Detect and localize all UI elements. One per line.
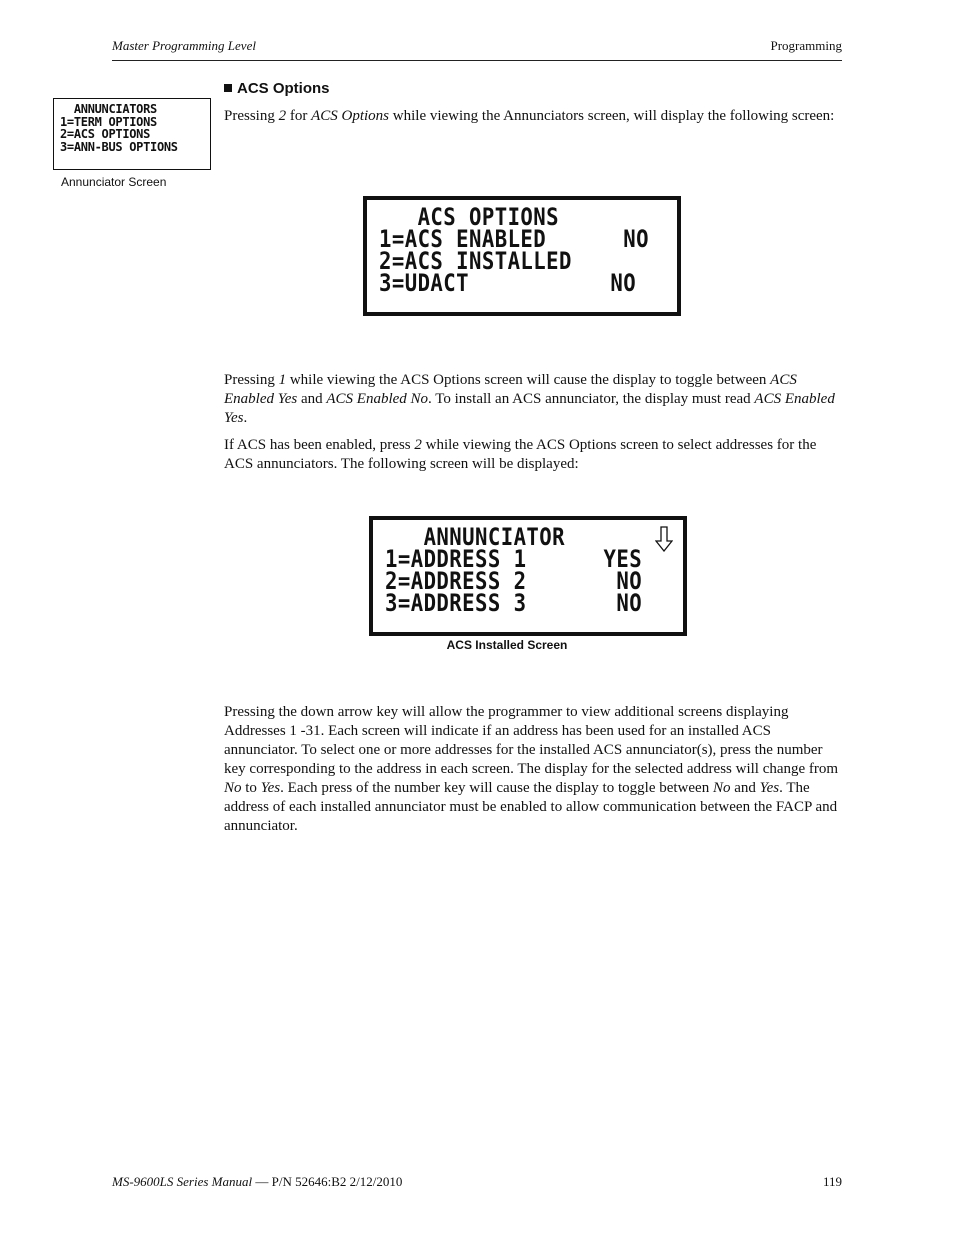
section-heading-text: ACS Options [237,80,330,97]
lcd-line: 1=TERM OPTIONS [60,114,157,129]
page-header [112,38,842,61]
footer-manual-info [112,1174,402,1190]
text-run-italic: Yes [260,780,281,796]
text-run: while viewing the ACS Options screen will cause the display to toggle between [286,372,771,388]
section-heading [224,80,330,97]
lcd-line: ACS OPTIONS [379,203,559,231]
text-run-italic: ACS Enabled Yes [224,372,797,407]
text-run-italic: No [224,780,242,796]
text-run: Pressing [224,108,279,124]
lcd-line: 1=ADDRESS 1 YES [385,545,643,573]
text-run: . The address of each installed annunciator must be enabled to allow communication between the FACP and annunciator. [224,780,838,834]
text-run-italic: ACS Enabled Yes [224,391,835,426]
acs-installed-screen-display [369,516,687,636]
footer-part-number: — P/N 52646:B2 2/12/2010 [252,1174,403,1189]
square-bullet-icon [224,84,232,92]
text-run-italic: Yes [759,780,780,796]
text-run: for [286,108,312,124]
text-run-italic: 1 [278,372,287,388]
lcd-line: ANNUNCIATORS [60,102,157,116]
text-run: to [241,780,261,796]
annunciator-screen-caption: Annunciator Screen [61,175,167,189]
header-section-title: Master Programming Level [112,38,256,53]
acs-options-screen-display [363,196,681,316]
text-run-italic: 2 [414,437,422,453]
text-run-italic: ACS Options [311,108,390,124]
text-run: If ACS has been enabled, press [224,437,415,453]
text-run: Pressing [224,372,279,388]
lcd-line: 3=UDACT NO [379,269,637,297]
lcd-line: 3=ANN-BUS OPTIONS [60,139,178,154]
lcd-line: 2=ADDRESS 2 NO [385,567,643,595]
text-run-italic: 2 [278,108,287,124]
paragraph [224,107,842,126]
text-run: while viewing the ACS Options screen to select addresses for the ACS annunciators. The following screen will be displayed: [224,437,817,472]
text-run-italic: ACS Enabled No [326,391,429,407]
lcd-line: 2=ACS INSTALLED [379,247,572,275]
paragraph [224,436,842,474]
lcd-line: 2=ACS OPTIONS [60,127,151,141]
text-run: . To install an ACS annunciator, the display must read [428,391,755,407]
lcd-line: ANNUNCIATOR [385,523,565,551]
header-chapter: Programming [770,38,842,53]
footer-manual-title: MS-9600LS Series Manual [112,1174,253,1189]
text-run: and [730,780,760,796]
acs-installed-screen-caption: ACS Installed Screen [446,638,568,652]
text-run: and [297,391,327,407]
text-run: . Each press of the number key will cause the display to toggle between [280,780,713,796]
text-run: . [243,410,248,426]
paragraph [224,371,842,428]
page-number: 119 [822,1174,842,1189]
down-arrow-icon [655,526,673,552]
text-run: Pressing the down arrow key will allow the programmer to view additional screens displaying Addresses 1 -31. Each screen will indicate if an address has been used for an installed ACS annunciator. To select one or more addresses for the installed ACS annunciator(s), press the number key corresponding to the address in each screen. The display for the selected address will change from [224,704,839,777]
paragraph [224,703,842,836]
lcd-line: 3=ADDRESS 3 NO [385,589,643,617]
text-run-italic: No [712,780,731,796]
annunciator-screen-display [53,98,211,170]
text-run: while viewing the Annunciators screen, will display the following screen: [389,108,835,124]
lcd-line: 1=ACS ENABLED NO [379,225,649,253]
